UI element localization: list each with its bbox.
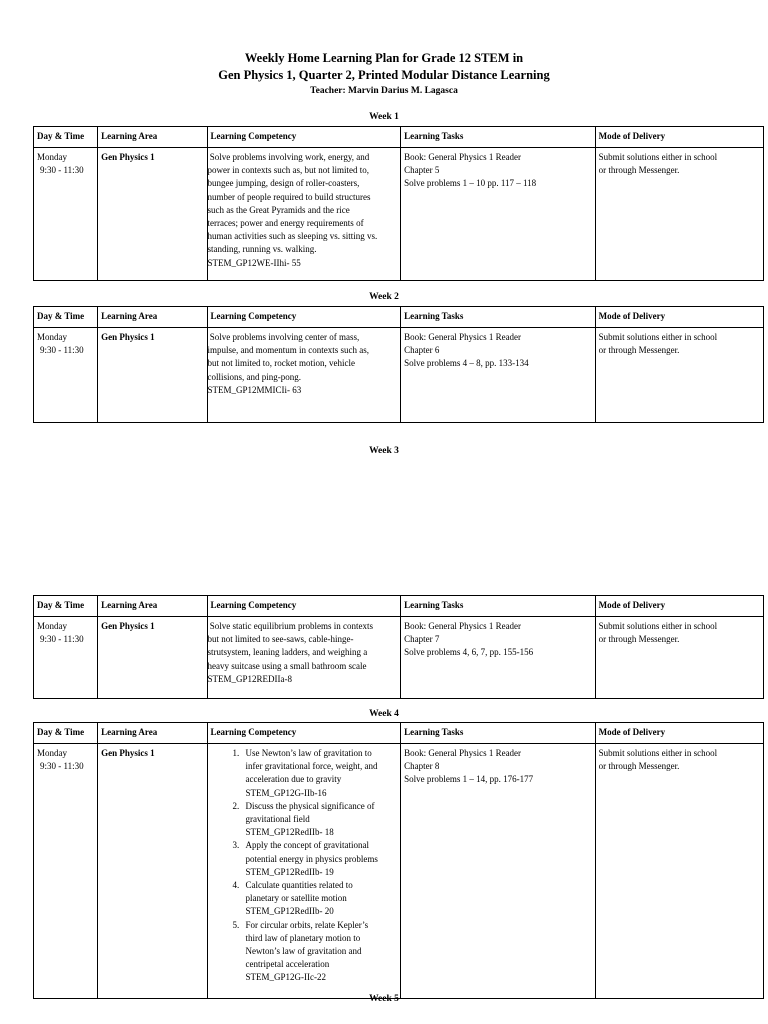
day-text: Monday — [37, 332, 67, 342]
learning-competency-cell — [207, 744, 401, 999]
competency-line: centripetal acceleration — [245, 959, 330, 970]
competency-line: STEM_GP12REDIIa-8 — [207, 673, 293, 684]
column-header: Learning Tasks — [401, 596, 596, 617]
competency-line: such as the Great Pyramids and the rice — [207, 204, 350, 215]
column-header: Learning Area — [98, 127, 207, 148]
competency-line: infer gravitational force, weight, and — [245, 761, 378, 772]
competency-list — [211, 747, 398, 985]
column-header: Learning Competency — [207, 596, 401, 617]
day-text: Monday — [37, 152, 67, 162]
delivery-line: or through Messenger. — [598, 345, 680, 356]
day-time-cell — [34, 744, 98, 999]
competency-line: 5. For circular orbits, relate Kepler’s — [245, 919, 369, 930]
learning-tasks-cell — [401, 617, 596, 699]
table-row — [34, 744, 764, 999]
competency-line: gravitational field — [245, 814, 310, 825]
column-header: Day & Time — [34, 723, 98, 744]
day-time-cell — [34, 148, 98, 281]
learning-competency-cell — [207, 617, 401, 699]
competency-line: planetary or satellite motion — [245, 893, 347, 904]
week-3-table — [33, 595, 764, 699]
plan-subtitle: Gen Physics 1, Quarter 2, Printed Modular Distance Learning — [218, 68, 550, 82]
delivery-line: Submit solutions either in school — [598, 152, 718, 162]
delivery-line: or through Messenger. — [598, 634, 680, 645]
competency-list-item — [242, 919, 398, 985]
table-header-row — [34, 723, 764, 744]
competency-line: Solve problems involving center of mass, — [207, 332, 360, 342]
column-header: Learning Tasks — [401, 307, 596, 328]
column-header: Learning Area — [98, 596, 207, 617]
task-line: Solve problems 4 – 8, pp. 133-134 — [404, 358, 529, 369]
column-header: Learning Tasks — [401, 723, 596, 744]
task-line: Chapter 5 — [404, 165, 440, 176]
week-2-label: Week 2 — [369, 292, 399, 302]
competency-line: strutsystem, leaning ladders, and weighing a — [207, 647, 368, 658]
learning-area-cell: Gen Physics 1 — [98, 617, 207, 699]
table-row — [34, 328, 764, 423]
day-time-cell — [34, 617, 98, 699]
day-time-cell — [34, 328, 98, 423]
competency-line: third law of planetary motion to — [245, 932, 361, 943]
competency-line: but not limited to see-saws, cable-hinge- — [207, 634, 354, 645]
week-2-table — [33, 306, 764, 423]
column-header: Mode of Delivery — [595, 307, 763, 328]
table-header-row — [34, 596, 764, 617]
task-line: Book: General Physics 1 Reader — [404, 748, 522, 758]
competency-line: terraces; power and energy requirements of — [207, 218, 364, 229]
competency-line: human activities such as sleeping vs. sitting vs. — [207, 231, 378, 242]
competency-line: STEM_GP12WE-IIhi- 55 — [207, 257, 301, 268]
column-header: Learning Competency — [207, 723, 401, 744]
mode-of-delivery-cell — [595, 617, 763, 699]
competency-list-item — [242, 879, 398, 919]
competency-line: acceleration due to gravity — [245, 774, 342, 785]
week-4-table — [33, 722, 764, 999]
delivery-line: or through Messenger. — [598, 761, 680, 772]
competency-line: Solve problems involving work, energy, and — [207, 152, 370, 162]
competency-line: STEM_GP12G-IIb-16 — [245, 787, 327, 798]
learning-area-cell: Gen Physics 1 — [98, 328, 207, 423]
day-text: Monday — [37, 748, 67, 758]
task-line: Book: General Physics 1 Reader — [404, 621, 522, 631]
competency-line: 1. Use Newton’s law of gravitation to — [245, 748, 372, 758]
delivery-line: or through Messenger. — [598, 165, 680, 176]
week-1-label: Week 1 — [369, 112, 399, 122]
column-header: Mode of Delivery — [595, 596, 763, 617]
competency-list-item — [242, 839, 398, 879]
task-line: Chapter 6 — [404, 345, 440, 356]
column-header: Learning Tasks — [401, 127, 596, 148]
competency-line: 4. Calculate quantities related to — [245, 880, 353, 891]
column-header: Mode of Delivery — [595, 127, 763, 148]
learning-area-cell: Gen Physics 1 — [98, 744, 207, 999]
learning-tasks-cell — [401, 328, 596, 423]
column-header: Day & Time — [34, 307, 98, 328]
delivery-line: Submit solutions either in school — [598, 332, 718, 342]
competency-line: STEM_GP12MMICIi- 63 — [207, 384, 302, 395]
competency-line: collisions, and ping-pong. — [207, 371, 302, 382]
competency-line: STEM_GP12G-IIc-22 — [245, 972, 327, 983]
column-header: Learning Competency — [207, 307, 401, 328]
competency-list-item — [242, 800, 398, 840]
day-text: Monday — [37, 621, 67, 631]
competency-line: 2. Discuss the physical significance of — [245, 800, 375, 811]
competency-line: bungee jumping, design of roller-coasters, — [207, 178, 360, 189]
competency-line: STEM_GP12RedIIb- 18 — [245, 827, 334, 838]
task-line: Solve problems 1 – 10 pp. 117 – 118 — [404, 178, 537, 189]
plan-title: Weekly Home Learning Plan for Grade 12 STEM in — [244, 51, 524, 65]
competency-line: heavy suitcase using a small bathroom scale — [207, 660, 367, 671]
mode-of-delivery-cell — [595, 744, 763, 999]
learning-tasks-cell — [401, 148, 596, 281]
column-header: Day & Time — [34, 127, 98, 148]
mode-of-delivery-cell — [595, 148, 763, 281]
column-header: Mode of Delivery — [595, 723, 763, 744]
delivery-line: Submit solutions either in school — [598, 748, 718, 758]
delivery-line: Submit solutions either in school — [598, 621, 718, 631]
table-header-row — [34, 127, 764, 148]
learning-area-cell: Gen Physics 1 — [98, 148, 207, 281]
task-line: Book: General Physics 1 Reader — [404, 152, 522, 162]
competency-line: power in contexts such as, but not limited to, — [207, 165, 370, 176]
competency-line: potential energy in physics problems — [245, 853, 378, 864]
time-text: 9:30 - 11:30 — [40, 345, 84, 356]
teacher-name: Teacher: Marvin Darius M. Lagasca — [310, 86, 458, 96]
table-header-row — [34, 307, 764, 328]
learning-competency-cell — [207, 328, 401, 423]
task-line: Chapter 8 — [404, 761, 440, 772]
time-text: 9:30 - 11:30 — [40, 634, 84, 645]
week-3-label: Week 3 — [369, 446, 399, 456]
competency-line: Newton’s law of gravitation and — [245, 946, 362, 957]
competency-line: impulse, and momentum in contexts such as, — [207, 345, 370, 356]
competency-line: STEM_GP12RedIIb- 20 — [245, 906, 334, 917]
week-1-table — [33, 126, 764, 281]
competency-line: Solve static equilibrium problems in contexts — [207, 621, 374, 631]
column-header: Learning Competency — [207, 127, 401, 148]
week-5-label: Week 5 — [369, 994, 399, 1004]
competency-line: number of people required to build structures — [207, 191, 371, 202]
task-line: Solve problems 4, 6, 7, pp. 155-156 — [404, 647, 534, 658]
time-text: 9:30 - 11:30 — [40, 761, 84, 772]
table-row — [34, 617, 764, 699]
learning-competency-cell — [207, 148, 401, 281]
competency-line: standing, running vs. walking. — [207, 244, 317, 255]
column-header: Learning Area — [98, 307, 207, 328]
mode-of-delivery-cell — [595, 328, 763, 423]
learning-tasks-cell — [401, 744, 596, 999]
column-header: Day & Time — [34, 596, 98, 617]
competency-line: 3. Apply the concept of gravitational — [245, 840, 370, 851]
week-4-label: Week 4 — [369, 709, 399, 719]
table-row — [34, 148, 764, 281]
competency-list-item — [242, 747, 398, 800]
time-text: 9:30 - 11:30 — [40, 165, 84, 176]
column-header: Learning Area — [98, 723, 207, 744]
task-line: Solve problems 1 – 14, pp. 176-177 — [404, 774, 534, 785]
competency-line: but not limited to, rocket motion, vehicle — [207, 358, 356, 369]
competency-line: STEM_GP12RedIIb- 19 — [245, 866, 334, 877]
task-line: Chapter 7 — [404, 634, 440, 645]
task-line: Book: General Physics 1 Reader — [404, 332, 522, 342]
